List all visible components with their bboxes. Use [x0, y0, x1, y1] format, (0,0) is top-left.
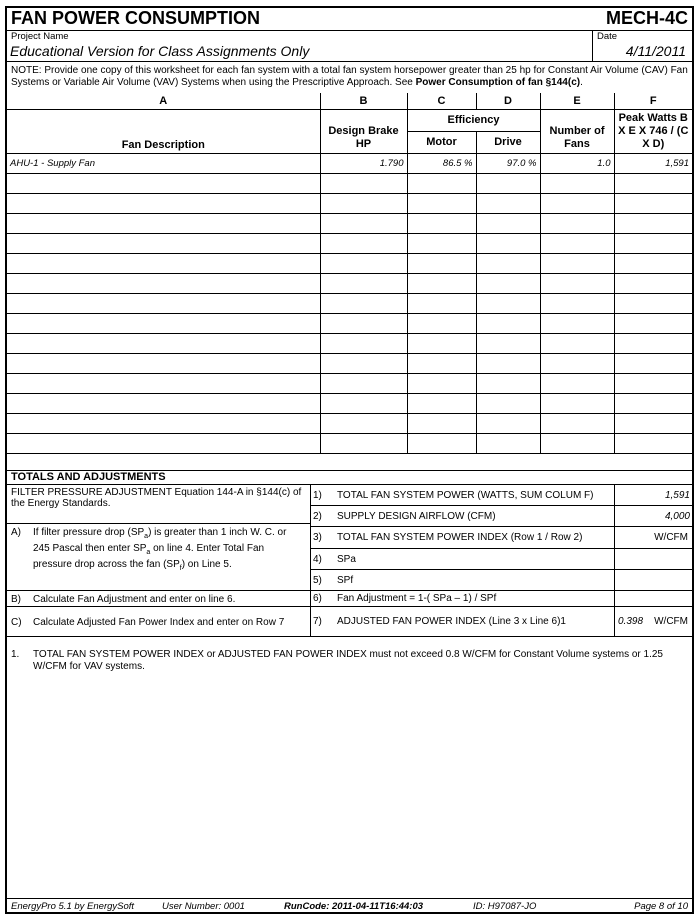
cell-desc — [7, 173, 320, 193]
project-label: Project Name — [11, 31, 69, 42]
cell-watts — [614, 333, 692, 353]
cell-drive — [476, 293, 540, 313]
cell-desc — [7, 333, 320, 353]
table-row — [7, 273, 692, 293]
line-label: TOTAL FAN SYSTEM POWER INDEX (Row 1 / Row 2) — [337, 532, 583, 543]
step-c-text: Calculate Adjusted Fan Power Index and enter on Row 7 — [33, 617, 285, 628]
cell-desc — [7, 413, 320, 433]
col-head-number-of-fans: Number of Fans — [540, 109, 614, 153]
cell-desc — [7, 313, 320, 333]
cell-watts — [614, 373, 692, 393]
cell-fans — [540, 193, 614, 213]
cell-motor — [407, 173, 476, 193]
cell-hp — [320, 313, 407, 333]
cell-fans — [540, 333, 614, 353]
cell-motor — [407, 193, 476, 213]
cell-watts — [614, 213, 692, 233]
cell-drive — [476, 233, 540, 253]
cell-motor — [407, 213, 476, 233]
col-head-motor: Motor — [407, 131, 476, 153]
footer-software: EnergyPro 5.1 by EnergySoft — [11, 901, 135, 912]
line-number: 1) — [313, 490, 322, 501]
footnote-number: 1. — [11, 649, 20, 660]
cell-drive — [476, 433, 540, 453]
table-row — [7, 373, 692, 393]
cell-motor — [407, 233, 476, 253]
filter-adjustment-text: FILTER PRESSURE ADJUSTMENT Equation 144-A in §144(c) of the Energy Standards. — [11, 487, 302, 509]
step-b-letter: B) — [11, 594, 21, 605]
cell-desc — [7, 233, 320, 253]
table-row — [7, 333, 692, 353]
line-number: 6) — [313, 593, 322, 604]
line-label: ADJUSTED FAN POWER INDEX (Line 3 x Line 6)1 — [337, 616, 566, 627]
cell-drive — [476, 393, 540, 413]
cell-drive — [476, 213, 540, 233]
col-letter-f: F — [614, 93, 692, 109]
line-value: 1,591 — [664, 490, 690, 501]
cell-motor — [407, 253, 476, 273]
line-label: Fan Adjustment = 1-( SPa – 1) / SPf — [337, 593, 497, 604]
cell-hp — [320, 413, 407, 433]
cell-drive — [476, 193, 540, 213]
table-row — [7, 393, 692, 413]
line-number: 2) — [313, 511, 322, 522]
cell-hp: 1.790 — [320, 153, 407, 173]
cell-desc — [7, 433, 320, 453]
cell-drive — [476, 173, 540, 193]
cell-desc — [7, 253, 320, 273]
cell-hp — [320, 173, 407, 193]
line-label: SPa — [337, 554, 356, 565]
cell-hp — [320, 273, 407, 293]
cell-desc — [7, 193, 320, 213]
form-page — [5, 6, 694, 914]
cell-hp — [320, 253, 407, 273]
cell-watts — [614, 173, 692, 193]
table-row — [7, 253, 692, 273]
line-label: SUPPLY DESIGN AIRFLOW (CFM) — [337, 511, 496, 522]
cell-desc — [7, 293, 320, 313]
table-row — [7, 213, 692, 233]
totals-heading: TOTALS AND ADJUSTMENTS — [11, 471, 166, 483]
table-row — [7, 313, 692, 333]
cell-drive — [476, 373, 540, 393]
line-value: 0.398 — [618, 616, 644, 627]
cell-motor — [407, 313, 476, 333]
cell-drive: 97.0 % — [476, 153, 540, 173]
cell-desc — [7, 353, 320, 373]
col-head-peak-watts: Peak Watts B X E X 746 / (C X D) — [614, 109, 692, 153]
cell-motor — [407, 413, 476, 433]
cell-motor — [407, 353, 476, 373]
cell-drive — [476, 413, 540, 433]
cell-watts — [614, 273, 692, 293]
table-row — [7, 413, 692, 433]
cell-drive — [476, 253, 540, 273]
cell-drive — [476, 333, 540, 353]
cell-fans — [540, 293, 614, 313]
footer-user-number: User Number: 0001 — [162, 901, 245, 912]
cell-fans — [540, 273, 614, 293]
cell-motor — [407, 273, 476, 293]
form-title: FAN POWER CONSUMPTION — [11, 8, 261, 28]
table-row — [7, 233, 692, 253]
cell-watts — [614, 413, 692, 433]
cell-watts — [614, 313, 692, 333]
cell-hp — [320, 193, 407, 213]
cell-drive — [476, 353, 540, 373]
cell-watts — [614, 233, 692, 253]
cell-motor — [407, 333, 476, 353]
cell-desc — [7, 273, 320, 293]
col-letter-d: D — [476, 93, 540, 109]
cell-watts — [614, 353, 692, 373]
line-unit: W/CFM — [654, 616, 688, 627]
cell-motor — [407, 373, 476, 393]
footer-page: Page 8 of 10 — [634, 901, 688, 912]
line-number: 5) — [313, 575, 322, 586]
cell-watts — [614, 253, 692, 273]
cell-hp — [320, 333, 407, 353]
footer-runcode: RunCode: 2011-04-11T16:44:03 — [284, 901, 424, 912]
project-value: Educational Version for Class Assignments Only — [10, 43, 310, 59]
col-head-efficiency: Efficiency — [407, 109, 540, 131]
cell-watts: 1,591 — [614, 153, 692, 173]
cell-desc — [7, 213, 320, 233]
line-value: 4,000 — [664, 511, 690, 522]
table-row — [7, 433, 692, 453]
table-row — [7, 353, 692, 373]
table-row — [7, 173, 692, 193]
footnote-text: TOTAL FAN SYSTEM POWER INDEX or ADJUSTED FAN POWER INDEX must not exceed 0.8 W/CFM for Constant Volume systems or 1.25 W/CFM for VAV systems. — [33, 649, 663, 672]
table-row — [7, 153, 692, 173]
table-row — [7, 193, 692, 213]
step-a-letter: A) — [11, 527, 21, 538]
cell-hp — [320, 373, 407, 393]
cell-drive — [476, 313, 540, 333]
date-value: 4/11/2011 — [625, 43, 686, 59]
col-letter-b: B — [320, 93, 407, 109]
col-letter-c: C — [407, 93, 476, 109]
col-head-brake-hp: Design Brake HP — [320, 109, 407, 153]
cell-fans — [540, 233, 614, 253]
line-unit: W/CFM — [654, 532, 688, 543]
cell-desc — [7, 373, 320, 393]
table-row — [7, 293, 692, 313]
note-text: NOTE: Provide one copy of this worksheet for each fan system with a total fan system horsepower greater than 25 hp for Constant Air Volume (CAV) Fan Systems or Variable Air Volume (VAV) Systems when using the Prescriptive Approach. See Power Consumption of fan §144(c). — [11, 65, 688, 88]
cell-watts — [614, 433, 692, 453]
cell-motor: 86.5 % — [407, 153, 476, 173]
step-a-text: If filter pressure drop $(SP_a)$ is greater than 1 inch W. C. or 245 Pascal then enter $SP_a$ on line 4. Enter Total Fan pressure drop across the fan $(SP_f)$ on Line 5. — [33, 527, 287, 572]
col-head-drive: Drive — [476, 131, 540, 153]
cell-hp — [320, 233, 407, 253]
cell-desc: AHU-1 - Supply Fan — [7, 153, 320, 173]
cell-hp — [320, 393, 407, 413]
col-letter-e: E — [540, 93, 614, 109]
cell-desc — [7, 393, 320, 413]
cell-hp — [320, 293, 407, 313]
footer-id: ID: H97087-JO — [473, 901, 537, 912]
cell-hp — [320, 433, 407, 453]
cell-fans — [540, 353, 614, 373]
form-id: MECH-4C — [605, 8, 688, 28]
cell-fans — [540, 313, 614, 333]
line-number: 4) — [313, 554, 322, 565]
cell-fans — [540, 373, 614, 393]
cell-hp — [320, 213, 407, 233]
cell-fans — [540, 173, 614, 193]
fan-table — [7, 93, 692, 454]
cell-hp — [320, 353, 407, 373]
line-label: TOTAL FAN SYSTEM POWER (WATTS, SUM COLUM F) — [337, 490, 594, 501]
cell-motor — [407, 433, 476, 453]
cell-fans — [540, 213, 614, 233]
line-label: SPf — [337, 575, 354, 586]
cell-watts — [614, 293, 692, 313]
cell-fans — [540, 433, 614, 453]
col-letter-a: A — [7, 93, 320, 109]
cell-watts — [614, 393, 692, 413]
col-head-fan-description: Fan Description — [7, 109, 320, 153]
date-label: Date — [597, 31, 618, 42]
cell-fans — [540, 393, 614, 413]
cell-drive — [476, 273, 540, 293]
cell-fans — [540, 253, 614, 273]
step-b-text: Calculate Fan Adjustment and enter on line 6. — [33, 594, 236, 605]
cell-motor — [407, 393, 476, 413]
cell-watts — [614, 193, 692, 213]
cell-motor — [407, 293, 476, 313]
step-c-letter: C) — [11, 617, 22, 628]
cell-fans — [540, 413, 614, 433]
cell-fans: 1.0 — [540, 153, 614, 173]
line-number: 3) — [313, 532, 322, 543]
line-number: 7) — [313, 616, 322, 627]
